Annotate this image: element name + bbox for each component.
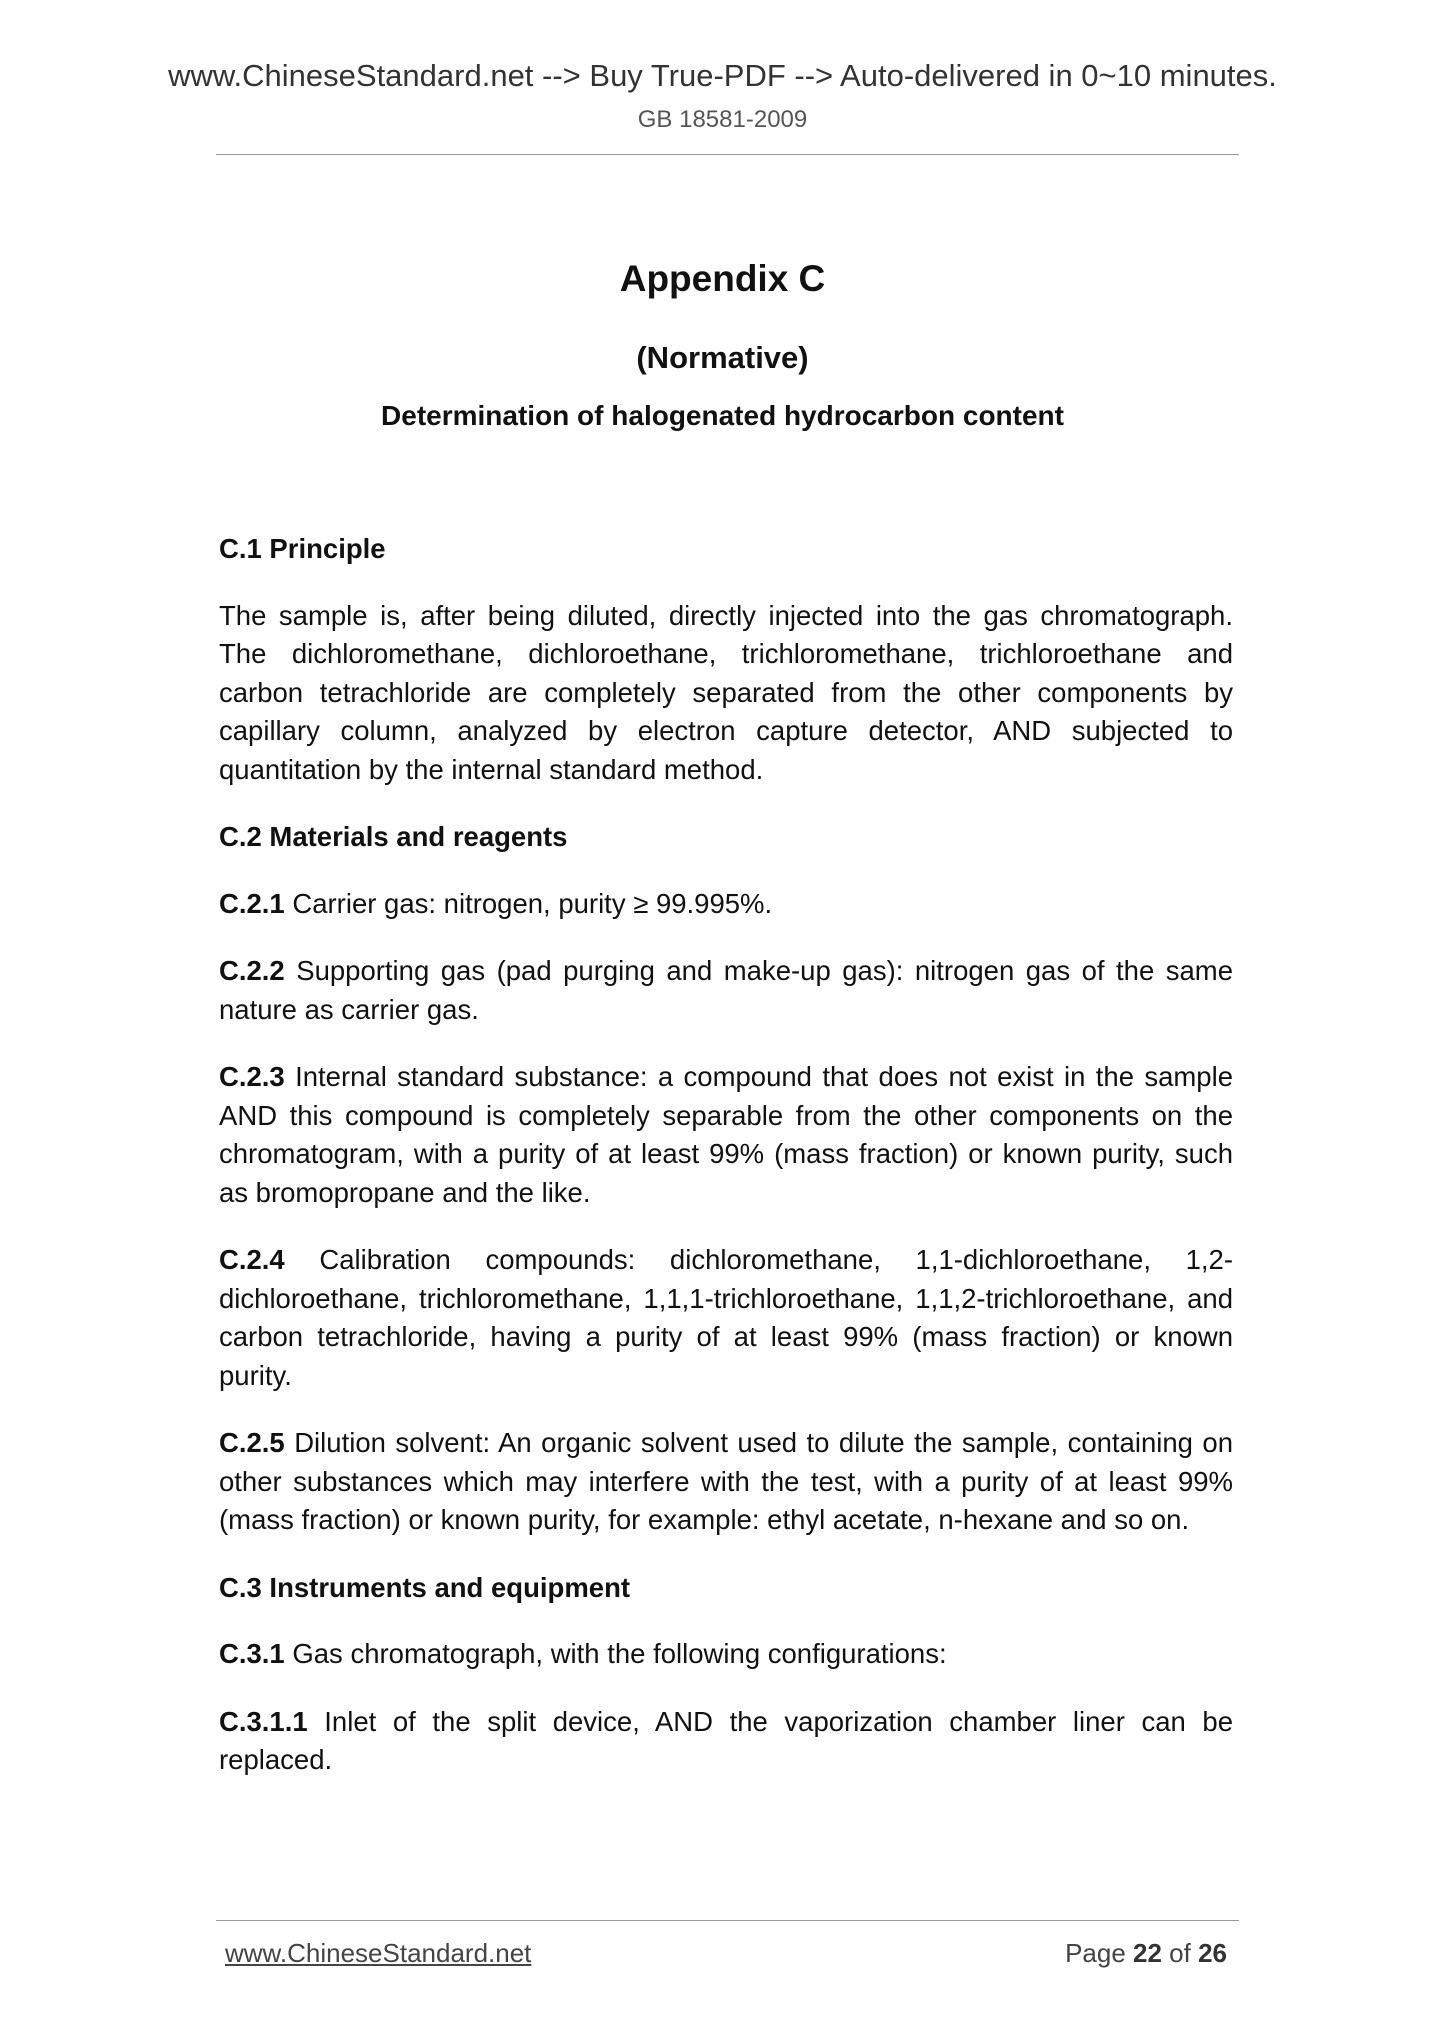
clause-c3-1 (219, 1635, 1233, 1674)
clause-number: C.3.1 (219, 1638, 285, 1669)
clause-text: Supporting gas (pad purging and make-up gas): nitrogen gas of the same nature as carrier gas. (219, 955, 1233, 1025)
page-of: of (1161, 1938, 1199, 1968)
clause-number: C.2.1 (219, 887, 285, 919)
page-number (1065, 1938, 1227, 1969)
clause-number: C.2.2 (219, 955, 285, 986)
clause-text: Internal standard substance: a compound that does not exist in the sample AND this compound is completely separable from the other components on the chromatogram, with a purity of at least 99% (mass fraction) or known purity, such as bromopropane and the like. (219, 1061, 1233, 1208)
page-current: 22 (1133, 1938, 1162, 1968)
clause-text: Gas chromatograph, with the following configurations: (284, 1638, 947, 1669)
clause-c2-4 (219, 1241, 1233, 1395)
clause-number: C.3.1.1 (219, 1705, 308, 1737)
header-divider (216, 154, 1239, 155)
section-heading-c3: C.3 Instruments and equipment (219, 1571, 631, 1603)
top-banner: www.ChineseStandard.net --> Buy True-PDF --> Auto-delivered in 0~10 minutes. (168, 58, 1277, 93)
clause-number: C.2.3 (219, 1061, 285, 1092)
clause-c3-1-1 (219, 1703, 1233, 1780)
standard-code: GB 18581-2009 (637, 106, 808, 133)
document-body (219, 530, 1233, 1809)
section-heading-c2: C.2 Materials and reagents (219, 821, 568, 852)
clause-number: C.2.5 (219, 1427, 285, 1458)
clause-c2-5 (219, 1424, 1233, 1540)
clause-text: Carrier gas: nitrogen, purity ≥ 99.995%. (284, 887, 773, 919)
clause-c2-3 (219, 1058, 1233, 1212)
page-prefix: Page (1065, 1938, 1134, 1968)
clause-c2-1 (219, 885, 1233, 924)
appendix-subtitle: Determination of halogenated hydrocarbon content (381, 400, 1064, 431)
clause-c2-2 (219, 952, 1233, 1029)
clause-text: Inlet of the split device, AND the vaporization chamber liner can be replaced. (219, 1705, 1233, 1775)
footer-divider (216, 1920, 1239, 1921)
appendix-title: Appendix C (619, 258, 826, 299)
section-text-c1: The sample is, after being diluted, directly injected into the gas chromatograph. The dichloromethane, dichloroethane, trichloromethane, trichloroethane and carbon tetrachloride are completely separated from the other components by capillary column, analyzed by electron capture detector, AND subjected to quantitation by the internal standard method. (219, 599, 1233, 785)
clause-text: Calibration compounds: dichloromethane, 1,1-dichloroethane, 1,2-dichloroethane, trichloromethane, 1,1,1-trichloroethane, 1,1,2-trichloroethane, and carbon tetrachloride, having a purity of at least 99% (mass fraction) or known purity. (219, 1244, 1233, 1391)
page-total: 26 (1198, 1938, 1227, 1968)
clause-number: C.2.4 (219, 1244, 285, 1275)
footer-website-link[interactable]: www.ChineseStandard.net (225, 1938, 532, 1968)
section-heading-c1: C.1 Principle (219, 533, 386, 564)
appendix-type: (Normative) (636, 340, 809, 375)
clause-text: Dilution solvent: An organic solvent used to dilute the sample, containing on other substances which may interfere with the test, with a purity of at least 99% (mass fraction) or known purity, for example: ethyl acetate, n-hexane and so on. (219, 1427, 1233, 1535)
